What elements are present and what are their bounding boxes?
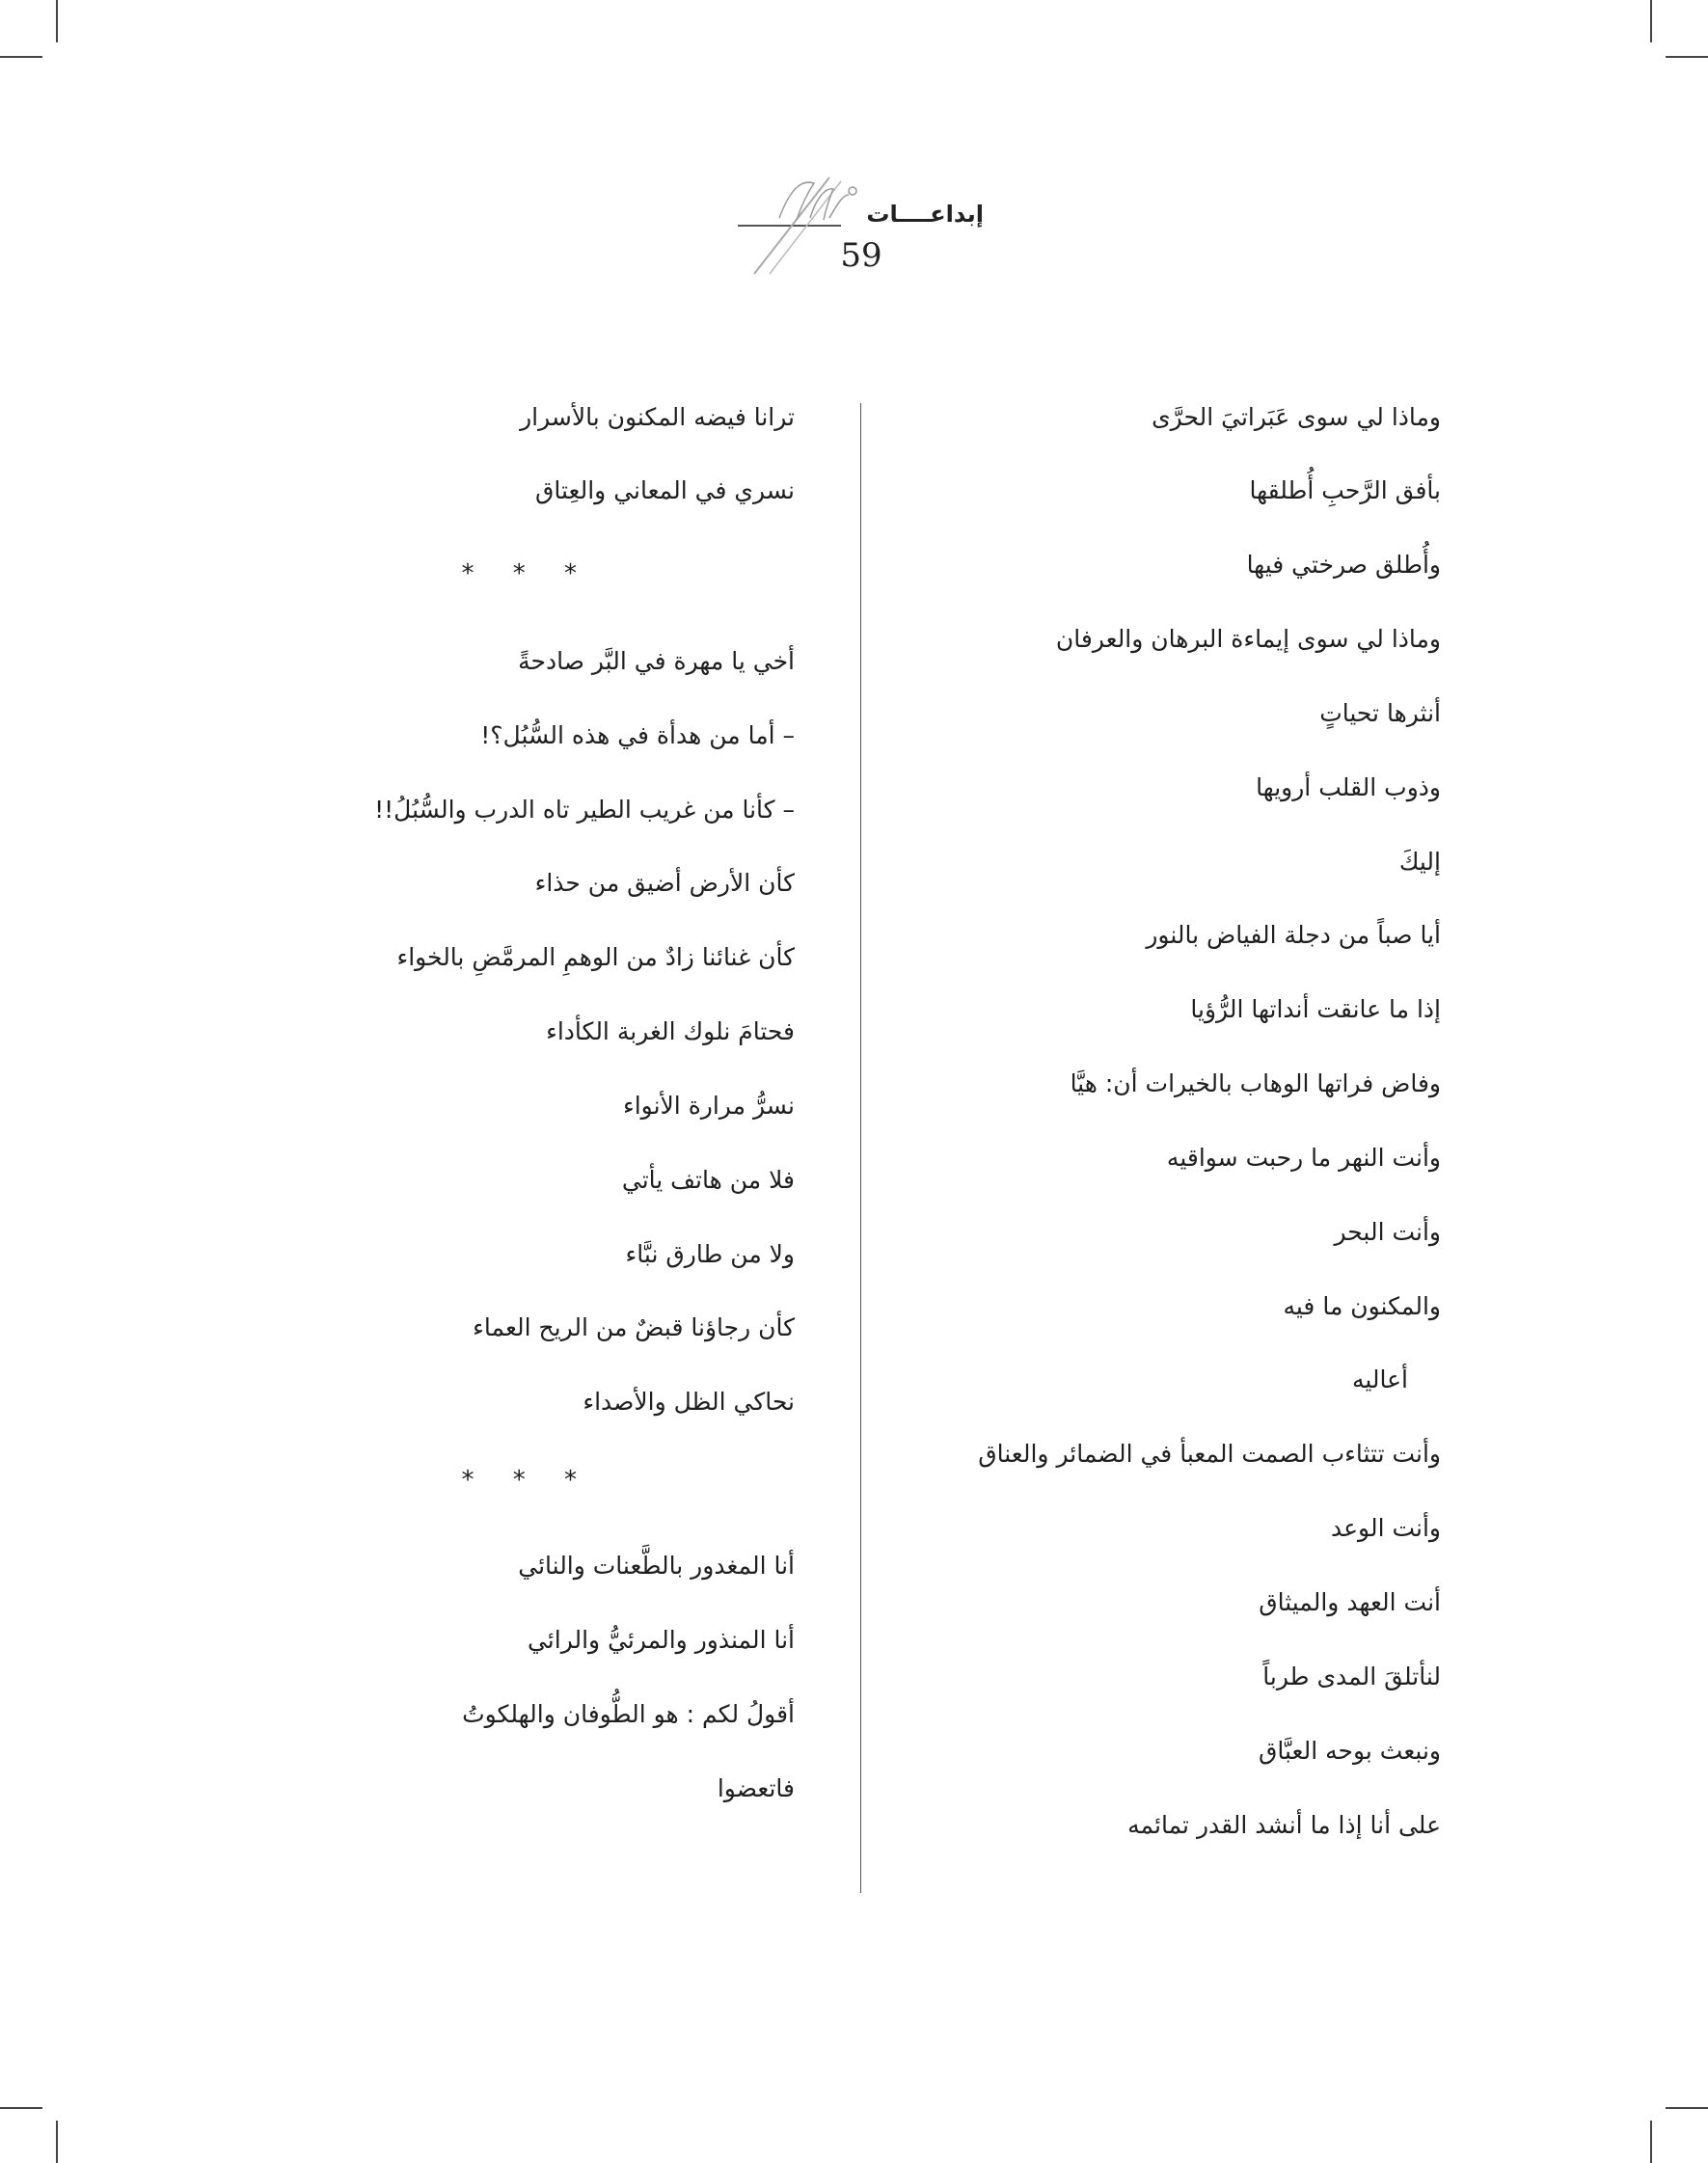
poem-line: وأُطلق صرختي فيها — [1246, 551, 1441, 579]
poem-line: أيا صباً من دجلة الفياض بالنور — [1146, 921, 1441, 949]
poem-line: ونبعث بوحه العبَّاق — [1259, 1737, 1441, 1765]
crop-mark — [0, 2107, 42, 2109]
poem-line: نسرُّ مرارة الأنواء — [622, 1092, 795, 1120]
poem-line: فاتعضوا — [717, 1774, 795, 1802]
page-number: 59 — [840, 236, 882, 275]
poem-line: أعاليه — [1351, 1365, 1408, 1393]
poem-line: لنأتلقَ المدى طرباً — [1262, 1663, 1441, 1690]
column-divider — [860, 403, 861, 1893]
poem-line: بأفق الرَّحبِ أُطلقها — [1249, 476, 1441, 504]
crop-mark — [56, 2121, 58, 2163]
poem-line: – أما من هدأة في هذه السُّبُل؟! — [480, 721, 795, 749]
crop-mark — [1666, 2107, 1708, 2109]
crop-mark — [1666, 56, 1708, 58]
poem-line: أنت العهد والميثاق — [1259, 1588, 1441, 1616]
stanza-separator: * * * — [461, 559, 592, 588]
poem-line: كأن رجاؤنا قبضٌ من الريح العماء — [473, 1313, 795, 1341]
poem-line: كأن الأرض أضيق من حذاء — [534, 869, 795, 897]
poem-line: ترانا فيضه المكنون بالأسرار — [520, 403, 795, 431]
crop-mark — [1650, 2121, 1652, 2163]
poem-line: ولا من طارق نبَّاء — [625, 1240, 795, 1268]
poem-line: على أنا إذا ما أنشد القدر تمائمه — [1127, 1811, 1441, 1839]
crop-mark — [0, 56, 42, 58]
poem-line: كأن غنائنا زادٌ من الوهمِ المرمَّضِ بالخواء — [396, 943, 795, 971]
poem-line: أنا المغدور بالطَّعنات والنائي — [518, 1552, 795, 1580]
poem-line: أنا المنذور والمرئيُّ والرائي — [527, 1626, 795, 1654]
poem-line: أخي يا مهرة في البَّر صادحةً — [518, 647, 795, 675]
crop-mark — [56, 0, 58, 42]
poem-line: أقولُ لكم : هو الطُّوفان والهلكوتُ — [462, 1700, 795, 1728]
poem-line: فلا من هاتف يأتي — [621, 1166, 795, 1194]
poem-line: وأنت تتثاءب الصمت المعبأ في الضمائر والعناق — [978, 1440, 1441, 1468]
poem-line: نحاكي الظل والأصداء — [583, 1388, 795, 1416]
poem-line: نسري في المعاني والعِتاق — [535, 476, 795, 504]
section-title: إبداعــــات — [866, 201, 984, 228]
poem-line: وأنت النهر ما رحبت سواقيه — [1166, 1144, 1441, 1172]
poem-line: إليكَ — [1398, 848, 1441, 876]
poem-line: وأنت البحر — [1334, 1218, 1441, 1246]
poem-line: وفاض فراتها الوهاب بالخيرات أن: هيَّا — [1070, 1069, 1441, 1097]
poem-line: فحتامَ نلوك الغربة الكأداء — [546, 1017, 795, 1045]
poem-line: إذا ما عانقت أنداتها الرُّؤيا — [1190, 995, 1441, 1023]
poem-line: وماذا لي سوى عَبَراتيَ الحرَّى — [1152, 403, 1441, 431]
poem-line: والمكنون ما فيه — [1283, 1292, 1441, 1320]
crop-mark — [1650, 0, 1652, 42]
poem-line: وماذا لي سوى إيماءة البرهان والعرفان — [1055, 625, 1441, 653]
poem-line: وأنت الوعد — [1331, 1514, 1441, 1542]
poem-line: وذوب القلب أرويها — [1256, 773, 1441, 801]
stanza-separator: * * * — [461, 1466, 592, 1495]
poem-line: – كأنا من غريب الطير تاه الدرب والسُّبُلُ!! — [374, 796, 795, 824]
poem-line: أنثرها تحياتٍ — [1319, 699, 1441, 727]
